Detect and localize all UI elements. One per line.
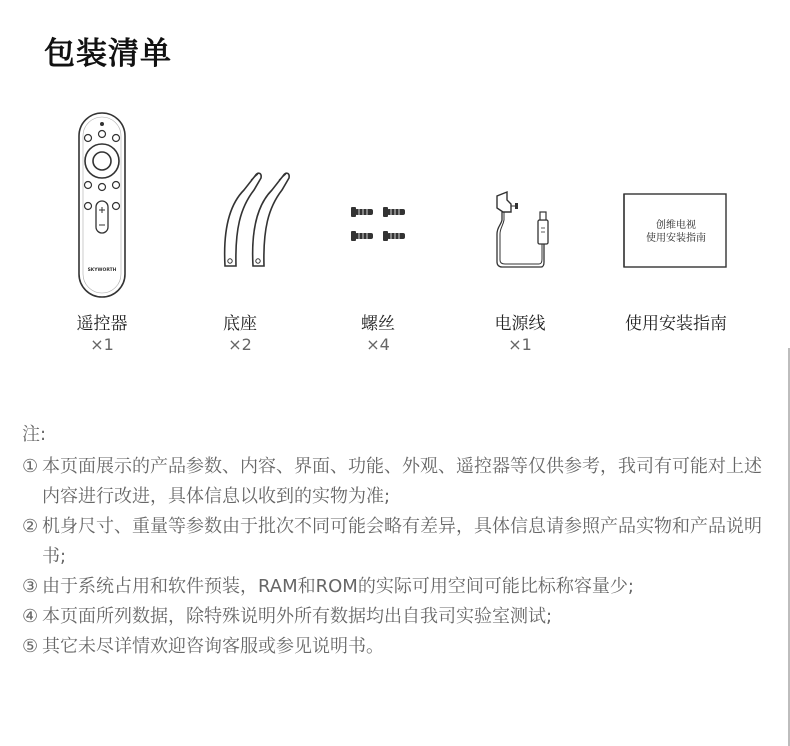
note-text: 本页面展示的产品参数、内容、界面、功能、外观、遥控器等仅供参考，我司有可能对上述内容进行改进，具体信息以收到的实物为准; — [42, 456, 762, 507]
note-item — [22, 572, 770, 602]
remote-control-icon — [27, 100, 177, 310]
notes-heading: 注: — [22, 424, 47, 445]
item-remote — [27, 100, 177, 355]
note-item — [22, 452, 770, 512]
item-name: 遥控器 — [76, 314, 128, 334]
note-number: ④ — [22, 606, 39, 627]
svg-text:使用安装指南: 使用安装指南 — [646, 233, 706, 244]
power-cord-icon — [445, 100, 595, 310]
note-item — [22, 632, 770, 662]
item-quantity: ×1 — [508, 335, 532, 354]
item-quantity: ×2 — [228, 335, 252, 354]
screws-icon — [303, 100, 453, 310]
note-number: ① — [22, 456, 39, 477]
note-item — [22, 512, 770, 572]
item-name: 电源线 — [494, 314, 546, 334]
note-text: 本页面所列数据，除特殊说明外所有数据均出自我司实验室测试; — [42, 606, 553, 627]
item-stand — [165, 100, 315, 355]
note-text: 机身尺寸、重量等参数由于批次不同可能会略有差异，具体信息请参照产品实物和产品说明书; — [42, 516, 762, 567]
item-power-cord — [445, 100, 595, 355]
svg-text:SKYWORTH: SKYWORTH — [87, 268, 117, 273]
stand-feet-icon — [165, 100, 315, 310]
svg-text:创维电视: 创维电视 — [656, 220, 696, 231]
page-title: 包装清单 — [44, 36, 172, 72]
item-name: 使用安装指南 — [625, 314, 727, 334]
package-contents — [0, 100, 790, 360]
note-item — [22, 602, 770, 632]
item-screws — [303, 100, 453, 355]
note-number: ② — [22, 516, 39, 537]
note-number: ⑤ — [22, 636, 39, 657]
item-manual — [601, 100, 751, 335]
note-number: ③ — [22, 576, 39, 597]
notes-section — [22, 420, 770, 662]
item-name: 底座 — [223, 314, 257, 334]
manual-booklet-icon — [601, 100, 751, 310]
item-name: 螺丝 — [361, 314, 395, 334]
note-text: 由于系统占用和软件预装，RAM和ROM的实际可用空间可能比标称容量少; — [42, 576, 634, 597]
note-text: 其它未尽详情欢迎咨询客服或参见说明书。 — [42, 636, 384, 657]
item-quantity: ×4 — [366, 335, 390, 354]
item-quantity: ×1 — [90, 335, 114, 354]
